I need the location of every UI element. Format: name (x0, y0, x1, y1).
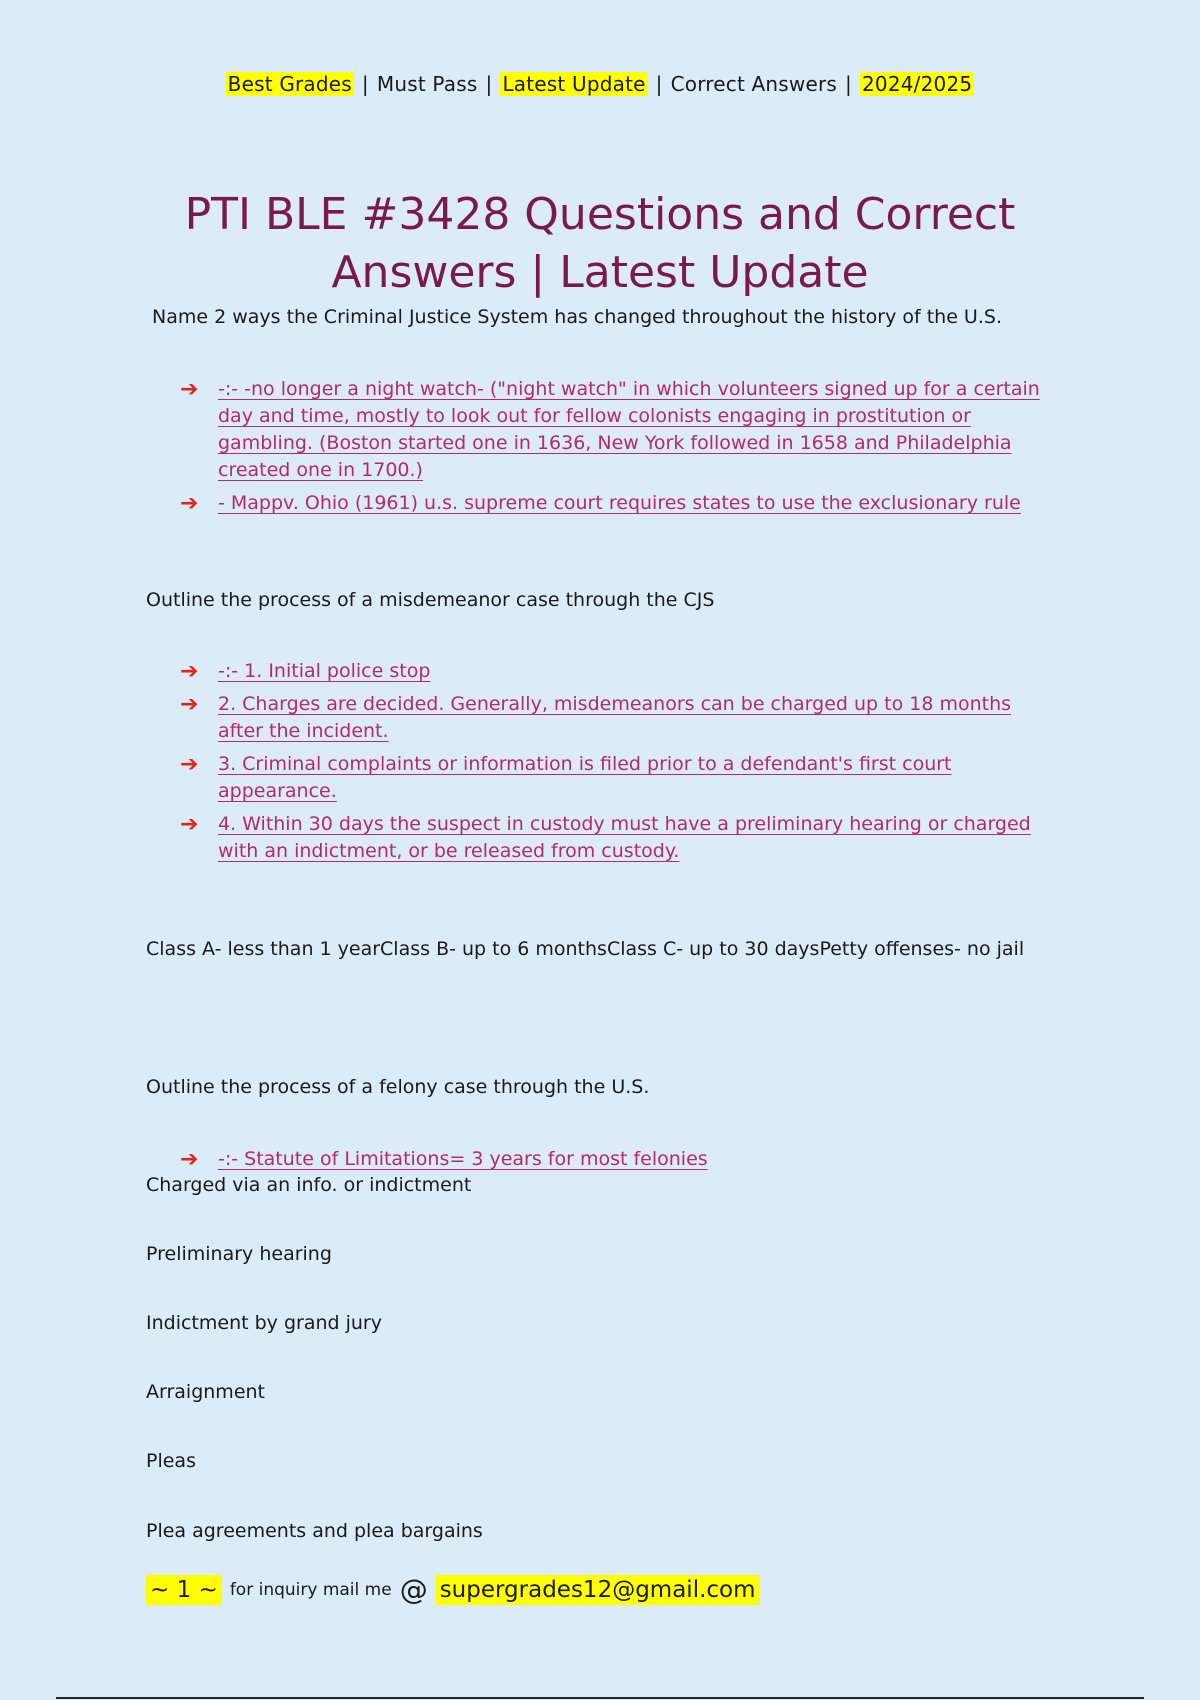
question-2: Outline the process of a misdemeanor case through the CJS (146, 589, 715, 611)
at-sign: @ (399, 1573, 428, 1606)
separator: | (655, 72, 663, 96)
question-3: Class A- less than 1 yearClass B- up to 6 monthsClass C- up to 30 daysPetty offenses- no jail (146, 938, 1025, 960)
answer-text: -:- Statute of Limitations= 3 years for most felonies (218, 1148, 708, 1170)
felony-step: Pleas (146, 1450, 196, 1472)
arrow-right-icon: ➔ (180, 1147, 199, 1172)
answer-text: - Mappv. Ohio (1961) u.s. supreme court requires states to use the exclusionary rule (218, 492, 1021, 514)
arrow-right-icon: ➔ (180, 812, 199, 837)
answer-item (180, 490, 1060, 517)
felony-step: Indictment by grand jury (146, 1312, 382, 1334)
arrow-right-icon: ➔ (180, 491, 199, 516)
answer-text: 2. Charges are decided. Generally, misdemeanors can be charged up to 18 months after the incident. (218, 693, 1012, 742)
felony-step: Arraignment (146, 1381, 266, 1403)
question-1: Name 2 ways the Criminal Justice System has changed throughout the history of the U.S. (152, 306, 1002, 328)
separator: | (845, 72, 852, 96)
tag-latest-update: Latest Update (502, 72, 646, 96)
question-4: Outline the process of a felony case through the U.S. (146, 1076, 650, 1098)
answer-item (180, 658, 1060, 685)
answer-item (180, 1146, 1060, 1173)
tag-year: 2024/2025 (861, 72, 973, 96)
answer-list-1 (180, 376, 1060, 523)
tag-must-pass: Must Pass (376, 72, 478, 96)
inquiry-text: for inquiry mail me (229, 1579, 392, 1600)
answer-item (180, 751, 1060, 805)
answer-list-2 (180, 658, 1060, 871)
answer-text: -:- -no longer a night watch- ("night watch" in which volunteers signed up for a certain day and time, mostly to look out for fellow colonists engaging in prostitution or gambling. (Boston started one in 1636, New York followed in 1658 and Philadelphia created one in 1700.) (218, 378, 1040, 481)
answer-text: -:- 1. Initial police stop (218, 660, 431, 682)
answer-text: 3. Criminal complaints or information is filed prior to a defendant's first court appearance. (218, 753, 952, 802)
answer-item (180, 811, 1060, 865)
answer-text: 4. Within 30 days the suspect in custody must have a preliminary hearing or charged with an indictment, or be released from custody. (218, 813, 1031, 862)
felony-step: Preliminary hearing (146, 1243, 332, 1265)
bottom-divider (56, 1697, 1144, 1699)
arrow-right-icon: ➔ (180, 659, 199, 684)
tag-correct-answers: Correct Answers (670, 72, 838, 96)
page-footer (146, 1573, 760, 1606)
felony-step: Plea agreements and plea bargains (146, 1520, 483, 1542)
separator: | (485, 72, 493, 96)
arrow-right-icon: ➔ (180, 692, 199, 717)
answer-item (180, 376, 1060, 484)
contact-email[interactable]: supergrades12@gmail.com (436, 1575, 760, 1605)
answer-item (180, 691, 1060, 745)
page-number: ~ 1 ~ (146, 1575, 222, 1605)
separator: | (361, 72, 369, 96)
arrow-right-icon: ➔ (180, 752, 199, 777)
tag-best-grades: Best Grades (227, 72, 352, 96)
header-tagline (0, 72, 1200, 96)
felony-step: Charged via an info. or indictment (146, 1174, 472, 1196)
arrow-right-icon: ➔ (180, 377, 199, 402)
document-title: PTI BLE #3428 Questions and Correct Answers | Latest Update (184, 189, 1016, 298)
